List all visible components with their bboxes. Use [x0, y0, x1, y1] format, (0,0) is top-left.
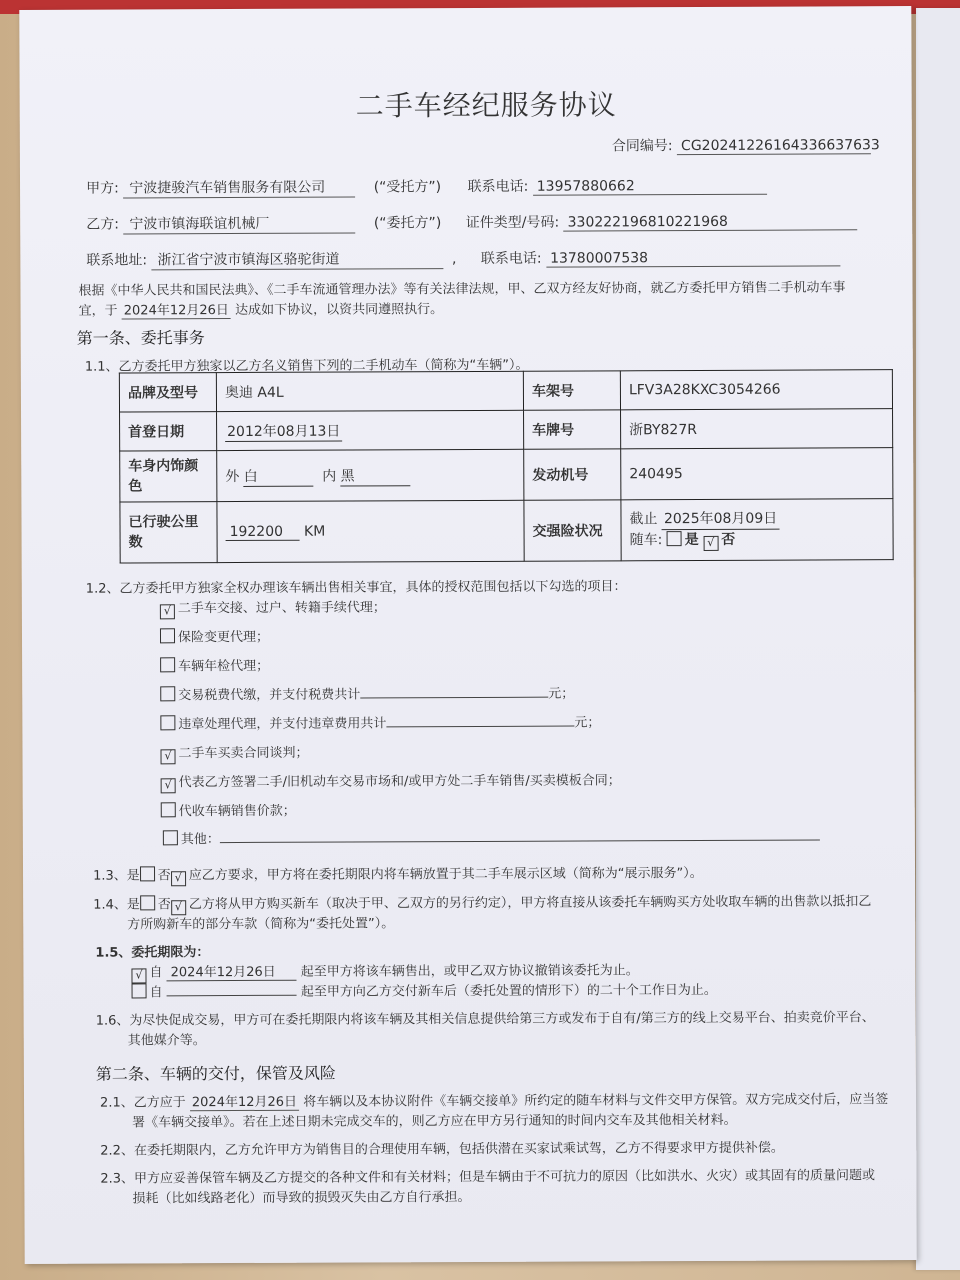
insurance-until-date: 2025年08月09日	[662, 509, 779, 531]
option-4-blank[interactable]	[386, 726, 574, 728]
term-option-b-from: 自	[149, 985, 163, 1001]
clause-1-2: 1.2、乙方委托甲方独家全权办理该车辆出售相关事宜，具体的授权范围包括以下勾选的项目：	[85, 579, 627, 597]
clause-1-3-no-checkbox[interactable]: √	[171, 871, 186, 886]
option-2	[160, 655, 269, 674]
option-3-checkbox[interactable]	[160, 686, 175, 701]
contract-number-label: 合同编号:	[611, 138, 673, 155]
address-label: 联系地址:	[86, 252, 148, 269]
term-option-b	[132, 979, 717, 1001]
term-option-b-text: 起至甲方向乙方交付新车后（委托处置的情形下）的二十个工作日为止。	[300, 982, 717, 1000]
party-b-id: 330222196810221968	[564, 213, 858, 231]
option-8-label: 其他：	[180, 832, 220, 848]
term-start-date: 2024年12月26日	[167, 961, 297, 982]
option-0-checkbox[interactable]: √	[160, 604, 175, 619]
option-4-checkbox[interactable]	[160, 715, 175, 730]
vehicle-table	[119, 369, 894, 563]
article-1-title: 第一条、委托事务	[76, 328, 205, 348]
clause-2-1-prefix: 2.1、乙方应于	[100, 1095, 186, 1111]
party-b-label: 乙方:	[86, 216, 119, 233]
option-8	[163, 825, 820, 847]
option-1-checkbox[interactable]	[160, 628, 175, 643]
intro-text-a: 宜，于	[78, 303, 118, 319]
option-6-checkbox[interactable]: √	[161, 778, 176, 793]
party-a-phone-label: 联系电话:	[467, 178, 529, 195]
interior-label: 内	[322, 468, 337, 485]
option-6-label: 代表乙方签署二手/旧机动车交易市场和/或甲方处二手车销售/买卖模板合同；	[178, 773, 621, 791]
party-b-id-label: 证件类型/号码:	[465, 214, 560, 232]
article-2-title: 第二条、车辆的交付，保管及风险	[95, 1063, 336, 1084]
option-8-blank[interactable]	[220, 839, 820, 843]
party-a-name: 宁波捷骏汽车销售服务有限公司	[123, 176, 355, 198]
term-option-b-checkbox[interactable]	[132, 983, 147, 998]
contract-number	[611, 134, 880, 155]
intro-line-1: 根据《中华人民共和国民法典》、《二手车流通管理办法》等有关法律法规，甲、乙双方经友好协商，就乙方委托甲方销售二手机动车事	[78, 280, 846, 299]
registration-value: 2012年08月13日	[225, 420, 342, 442]
clause-1-3-yes-label: 1.3、是	[93, 868, 140, 884]
color-cell	[217, 449, 524, 501]
clause-1-4-yes-label: 1.4、是	[93, 897, 140, 913]
party-a-label: 甲方:	[86, 180, 119, 197]
registration-cell	[217, 410, 524, 450]
intro-text-b: 达成如下协议，以资共同遵照执行。	[235, 302, 444, 319]
option-5	[160, 742, 308, 765]
with-car-no-label: 否	[721, 531, 736, 548]
insurance-until-label: 截止	[629, 511, 658, 528]
plate-value: 浙BY827R	[621, 409, 893, 449]
option-1-label: 保险变更代理；	[177, 629, 270, 646]
insurance-label: 交强险状况	[524, 500, 621, 561]
option-1	[160, 626, 269, 645]
clause-1-6-line-1: 1.6、为尽快促成交易，甲方可在委托期限内将该车辆及其相关信息提供给第三方或发布于自有/第三方的线上交易平台、拍卖竞价平台、	[95, 1010, 875, 1029]
clause-2-1-line-2: 署《车辆交接单》。若在上述日期未完成交车的，则乙方应在甲方另行通知的时间内交车及其他相关材料。	[132, 1112, 737, 1131]
clause-1-3	[93, 862, 703, 887]
clause-1-4	[93, 890, 871, 915]
color-label: 车身内饰颜色	[120, 451, 217, 502]
option-7-checkbox[interactable]	[161, 802, 176, 817]
clause-1-4-line-1: 乙方将从甲方购买新车（取决于甲、乙双方的另行约定），甲方将直接从该委托车辆购买方处收取车辆的出售款以抵扣乙	[188, 894, 872, 913]
clause-2-2: 2.2、在委托期限内，乙方允许甲方为销售目的合理使用车辆，包括供潜在买家试乘试驾，乙方不得要求甲方提供补偿。	[100, 1140, 784, 1159]
option-3-suffix: 元；	[548, 686, 575, 702]
option-3-blank[interactable]	[360, 697, 548, 699]
exterior-label: 外	[225, 468, 240, 485]
party-b-role: (“委托方”)	[373, 215, 442, 232]
with-car-yes-label: 是	[684, 531, 699, 549]
option-3	[160, 683, 574, 704]
contract-page	[19, 6, 916, 1264]
clause-2-1	[100, 1088, 888, 1111]
mileage-cell	[217, 500, 524, 562]
vin-value: LFV3A28KXC3054266	[620, 370, 892, 410]
address-value: 浙江省宁波市镇海区骆驼街道	[151, 248, 443, 270]
vin-label: 车架号	[523, 371, 620, 410]
party-b-phone: 13780007538	[546, 249, 840, 267]
option-6	[161, 769, 621, 793]
clause-2-3-line-2: 损耗（比如线路老化）而导致的损毁灭失由乙方自行承担。	[132, 1189, 471, 1207]
term-option-a-checkbox[interactable]: √	[131, 968, 146, 983]
document-title: 二手车经纪服务协议	[355, 88, 617, 123]
option-7-label: 代收车辆销售价款；	[178, 803, 296, 820]
with-car-no-checkbox[interactable]: √	[703, 536, 718, 551]
clause-1-3-text: 应乙方要求，甲方将在委托期限内将车辆放置于其二手车展示区域（简称为“展示服务”）。	[188, 865, 703, 884]
plate-label: 车牌号	[524, 410, 621, 449]
registration-label: 首登日期	[120, 412, 217, 451]
clause-1-4-line-2: 方所购新车的部分车款（简称为“委托处置”）。	[127, 916, 395, 933]
intro-line-2	[79, 298, 444, 320]
clause-2-3-line-1: 2.3、甲方应妥善保管车辆及乙方提交的各种文件和有关材料；但是车辆由于不可抗力的原因（比如洪水、火灾）或其固有的质量问题或	[100, 1168, 876, 1187]
engine-label: 发动机号	[524, 449, 621, 500]
insurance-cell	[621, 499, 893, 561]
engine-value: 240495	[621, 448, 893, 500]
clause-1-6-line-2: 其他媒介等。	[127, 1033, 206, 1049]
clause-2-1-line-1: 将车辆以及本协议附件《车辆交接单》所约定的随车材料与文件交甲方保管。双方完成交付后，应当签	[303, 1092, 889, 1110]
party-b-row	[86, 210, 857, 234]
agreement-date: 2024年12月26日	[122, 299, 231, 319]
option-2-checkbox[interactable]	[160, 657, 175, 672]
address-row	[86, 246, 840, 270]
option-0-label: 二手车交接、过户、转籍手续代理；	[177, 600, 386, 617]
party-a-role: (“受托方”)	[373, 179, 442, 196]
option-5-label: 二手车买卖合同谈判；	[178, 745, 309, 762]
party-a-row	[86, 175, 767, 199]
option-4-suffix: 元；	[574, 715, 601, 731]
option-4	[160, 711, 600, 732]
clause-1-4-no-label: 否	[157, 897, 171, 913]
clause-1-4-yes-checkbox[interactable]	[140, 895, 155, 910]
clause-1-1: 1.1、乙方委托甲方独家以乙方名义销售下列的二手机动车（简称为“车辆”）。	[84, 357, 529, 375]
mileage-label: 已行驶公里数	[120, 502, 217, 563]
clause-1-3-no-label: 否	[157, 868, 171, 884]
party-b-name: 宁波市镇海联谊机械厂	[123, 212, 355, 234]
adjacent-sheet	[916, 8, 960, 1270]
interior-color: 黑	[341, 465, 411, 486]
clause-1-5-label: 1.5、委托期限为：	[95, 945, 210, 961]
option-5-checkbox[interactable]: √	[160, 749, 175, 764]
brand-label: 品牌及型号	[119, 373, 216, 412]
option-8-checkbox[interactable]	[163, 830, 178, 845]
option-3-label: 交易税费代缴，并支付税费共计	[178, 687, 361, 704]
brand-value: 奥迪 A4L	[216, 371, 523, 411]
option-7	[161, 800, 296, 820]
exterior-color: 白	[244, 465, 314, 486]
clause-1-3-yes-checkbox[interactable]	[140, 866, 155, 881]
option-0	[160, 596, 386, 619]
delivery-date: 2024年12月26日	[190, 1091, 299, 1111]
option-4-label: 违章处理代理，并支付违章费用共计	[178, 716, 387, 733]
party-a-phone: 13957880662	[533, 178, 767, 196]
term-option-a-from: 自	[149, 965, 163, 981]
insurance-with-car-row	[630, 529, 885, 551]
insurance-until-row	[629, 508, 884, 530]
with-car-yes-checkbox[interactable]	[667, 531, 682, 546]
party-b-phone-label: 联系电话:	[480, 250, 542, 267]
contract-number-value: CG20241226164336637633	[677, 137, 871, 155]
mileage-unit: KM	[303, 523, 326, 540]
mileage-value: 192200	[226, 523, 300, 540]
address-separator: ,	[451, 251, 457, 268]
with-car-label: 随车:	[629, 532, 663, 549]
clause-1-4-no-checkbox[interactable]: √	[171, 900, 186, 915]
term-option-a-text: 起至甲方将该车辆售出，或甲乙双方协议撤销该委托为止。	[300, 963, 639, 980]
option-2-label: 车辆年检代理；	[178, 658, 270, 675]
term-option-b-blank[interactable]	[167, 995, 297, 997]
